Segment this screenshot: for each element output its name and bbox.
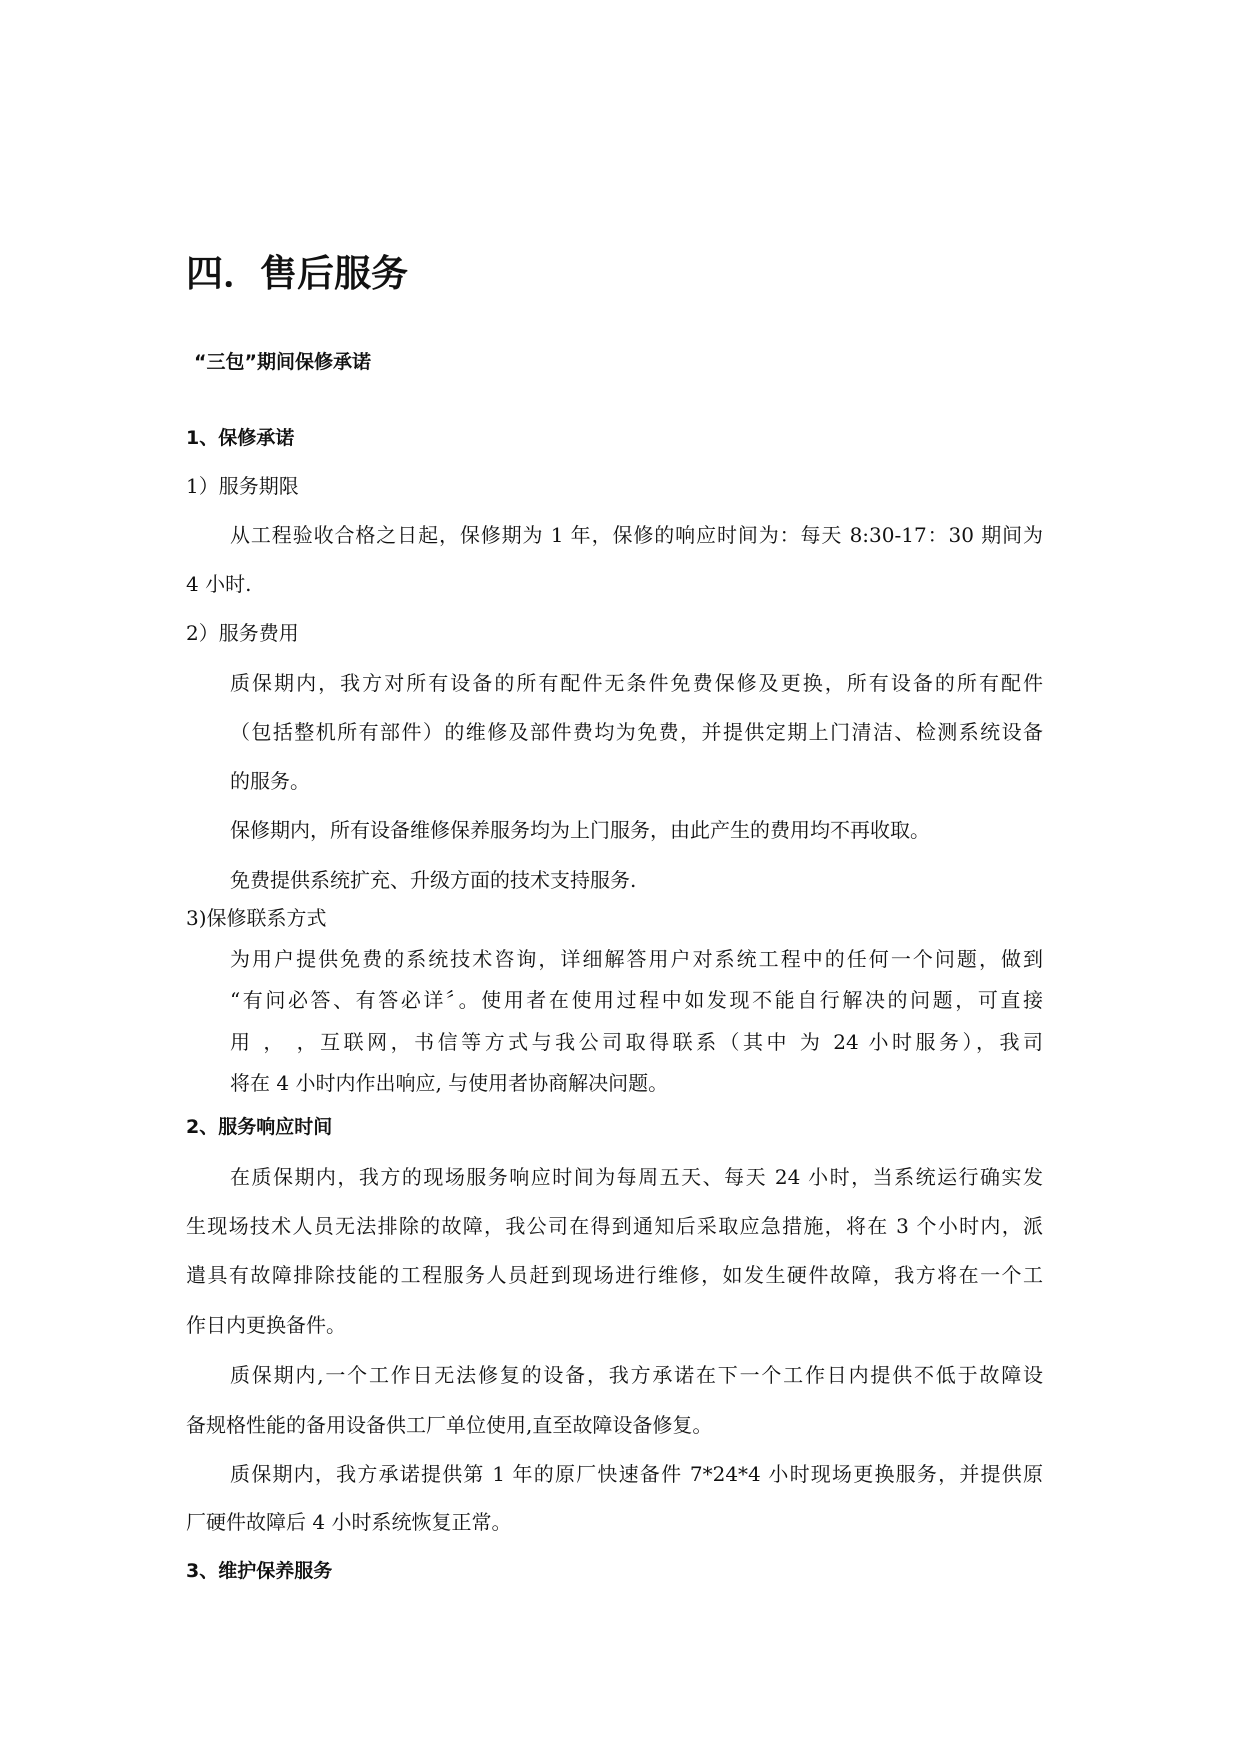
paragraph-line: 4 小时. (186, 572, 252, 596)
paragraph-line: 质保期内，我方承诺提供第 1 年的原厂快速备件 7*24*4 小时现场更换服务，并提供原 (230, 1462, 1043, 1486)
paragraph-line: 在质保期内，我方的现场服务响应时间为每周五天、每天 24 小时，当系统运行确实发 (230, 1165, 1043, 1189)
paragraph-line: 厂硬件故障后 4 小时系统恢复正常。 (186, 1510, 512, 1534)
section-subtitle: “三包”期间保修承诺 (194, 351, 371, 373)
paragraph-line: 备规格性能的备用设备供工厂单位使用,直至故障设备修复。 (186, 1413, 713, 1437)
section-heading-maintenance: 3、维护保养服务 (186, 1560, 333, 1582)
page-title: 四．售后服务 (186, 252, 408, 295)
item-label-service-fee: 2）服务费用 (186, 621, 299, 645)
item-label-service-period: 1）服务期限 (186, 474, 299, 498)
paragraph-line: 将在 4 小时内作出响应, 与使用者协商解决问题。 (230, 1071, 669, 1095)
paragraph-line: 免费提供系统扩充、升级方面的技术支持服务. (230, 868, 637, 892)
paragraph-line: 保修期内，所有设备维修保养服务均为上门服务，由此产生的费用均不再收取。 (230, 818, 930, 842)
paragraph-line: 用 ， ，互联网，书信等方式与我公司取得联系（其中 为 24 小时服务），我司 (230, 1030, 1043, 1054)
section-heading-warranty: 1、保修承诺 (186, 427, 295, 449)
paragraph-line: 生现场技术人员无法排除的故障，我公司在得到通知后采取应急措施，将在 3 个小时内，派 (186, 1214, 1043, 1238)
paragraph-line: 作日内更换备件。 (186, 1313, 346, 1337)
paragraph-line: 的服务。 (230, 769, 310, 793)
paragraph-line: 质保期内,一个工作日无法修复的设备，我方承诺在下一个工作日内提供不低于故障设 (230, 1363, 1043, 1387)
section-heading-response-time: 2、服务响应时间 (186, 1116, 333, 1138)
paragraph-line: “有问必答、有答必详〞。使用者在使用过程中如发现不能自行解决的问题，可直接 (230, 988, 1043, 1012)
paragraph-line: 遣具有故障排除技能的工程服务人员赶到现场进行维修，如发生硬件故障，我方将在一个工 (186, 1263, 1043, 1287)
paragraph-line: 质保期内，我方对所有设备的所有配件无条件免费保修及更换，所有设备的所有配件 (230, 671, 1043, 695)
paragraph-line: （包括整机所有部件）的维修及部件费均为免费，并提供定期上门清洁、检测系统设备 (230, 720, 1043, 744)
item-label-contact: 3)保修联系方式 (186, 906, 327, 930)
paragraph-line: 为用户提供免费的系统技术咨询，详细解答用户对系统工程中的任何一个问题，做到 (230, 947, 1043, 971)
paragraph-line: 从工程验收合格之日起，保修期为 1 年，保修的响应时间为：每天 8:30-17：30 期间为 (230, 523, 1043, 547)
